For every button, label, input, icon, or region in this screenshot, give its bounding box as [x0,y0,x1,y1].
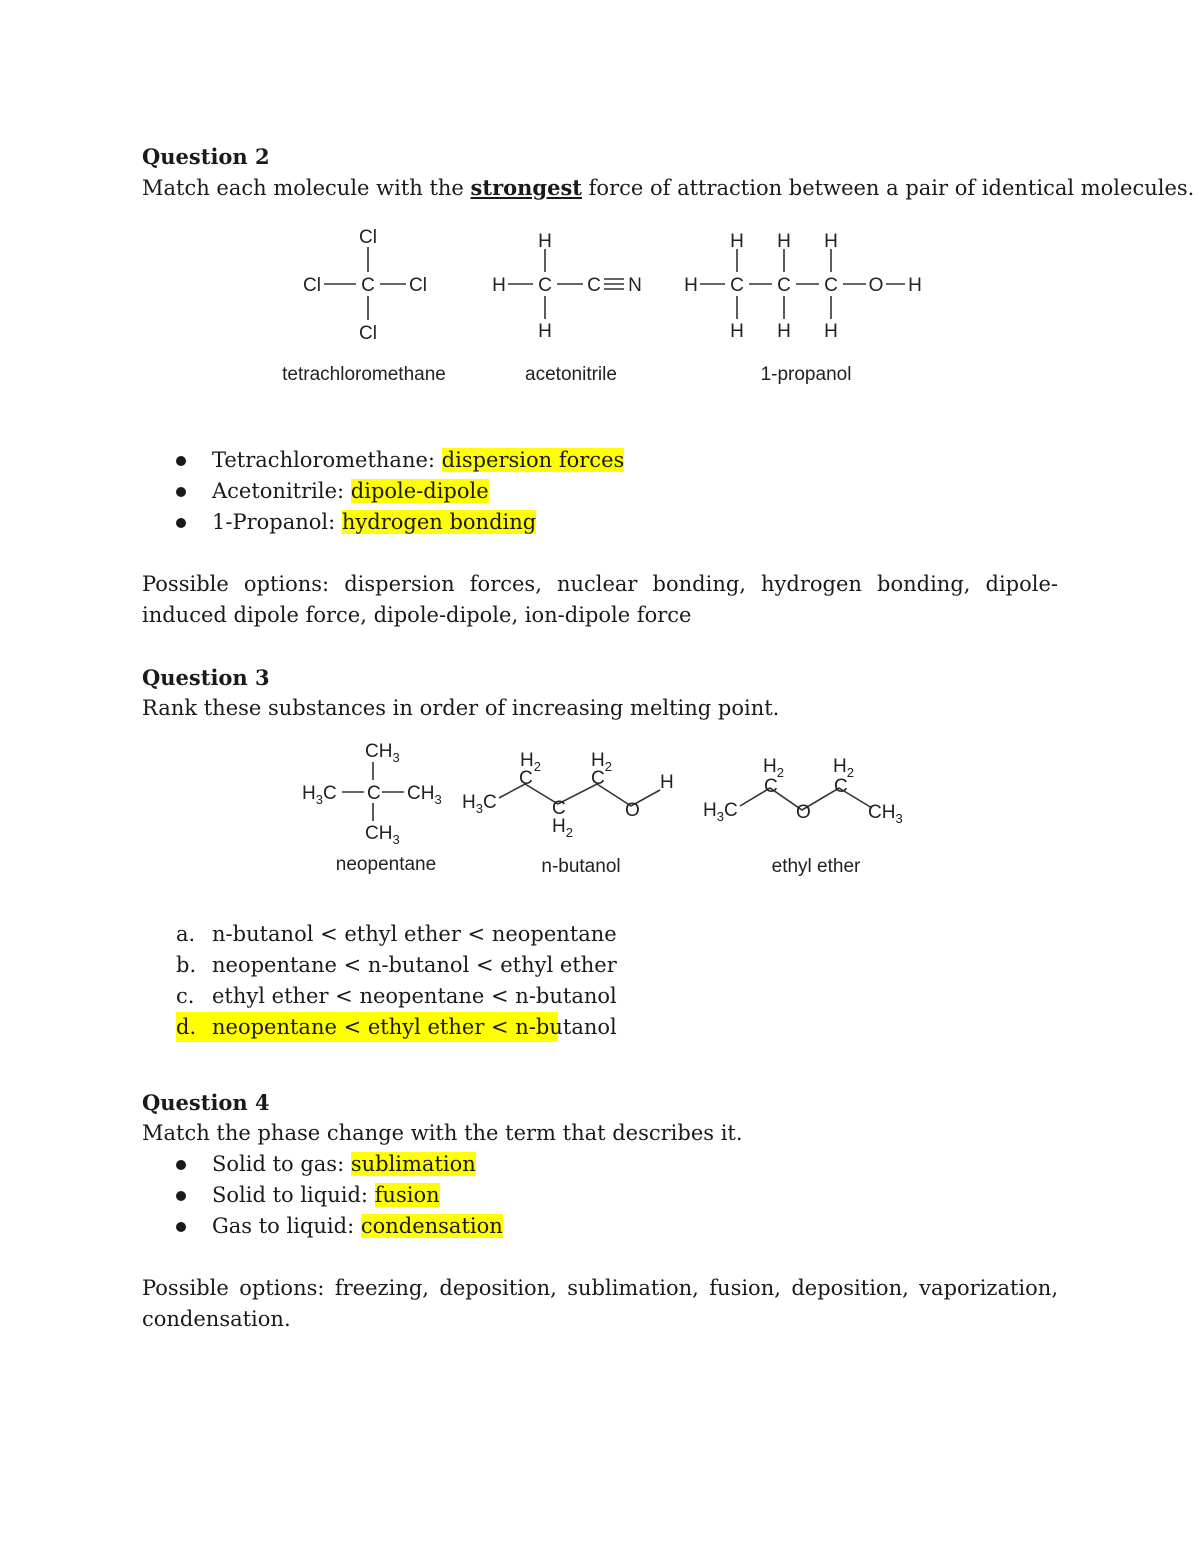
bullet-icon [176,1160,186,1170]
q3-structures [302,736,908,882]
question-2-heading: Question 2 [142,144,270,169]
q2-possible-options: Possible options: dispersion forces, nuclear bonding, hydrogen bonding, dipole-induced dipole force, dipole-dipole, ion-dipole force [142,572,1058,627]
item-label: Acetonitrile: [212,479,351,503]
bullet-icon [176,1222,186,1232]
choice-marker: b. [176,953,197,977]
svg-text:H2: $H_2$ [520,750,541,774]
svg-text:H3C: $H_3C$ [462,792,497,816]
item-label: 1-Propanol: [212,510,342,534]
svg-text:H2: $H_2$ [552,816,573,840]
svg-text:C: C [367,783,381,804]
svg-text:H: H [777,321,791,342]
svg-text:H: H [684,275,698,296]
answer-highlight: sublimation [350,1152,476,1176]
svg-text:H: H [777,231,791,252]
svg-text:H3C: $H_3C$ [703,800,738,824]
question-2-prompt [142,172,1194,204]
svg-text:C: C [552,798,566,819]
item-label: Gas to liquid: [212,1214,361,1238]
bullet-icon [176,1191,186,1201]
svg-text:H: H [660,772,674,793]
answer-highlight: hydrogen bonding [341,510,537,534]
svg-text:H: H [730,231,744,252]
molecule-label: neopentane [335,854,437,875]
choice-text: neopentane < ethyl ether < n-butanol [212,1015,617,1039]
svg-text:O: O [796,802,811,823]
answer-highlight: dipole-dipole [350,479,489,503]
question-4-prompt: Match the phase change with the term that describes it. [142,1121,743,1145]
svg-text:C: C [764,776,778,797]
bullet-icon [176,456,186,466]
molecule-label: tetrachloromethane [282,364,446,385]
svg-text:O: O [868,275,884,296]
molecule-label: acetonitrile [525,364,617,385]
svg-text:H2: $H_2$ [833,756,854,780]
svg-text:N: N [628,275,642,296]
bullet-icon [176,487,186,497]
svg-text:CH3: $CH_3$ [365,823,400,847]
atoms [302,741,903,847]
prompt-emphasis: strongest [470,175,582,200]
q3-molecules-figure [302,736,908,882]
svg-text:C: C [777,275,791,296]
prompt-text: force of attraction between a pair of identical molecules. [581,176,1195,200]
item-label: Solid to liquid: [212,1183,375,1207]
svg-text:H: H [538,321,552,342]
choice-marker: d. [176,1015,197,1039]
answer-highlight: dispersion forces [441,448,625,472]
svg-text:H: H [492,275,506,296]
item-label: Solid to gas: [212,1152,351,1176]
answer-highlight: condensation [360,1214,503,1238]
atoms [303,227,922,344]
svg-text:Cl: Cl [359,227,377,248]
svg-text:CH3: $CH_3$ [365,741,400,765]
svg-text:C: C [538,275,552,296]
question-3-prompt: Rank these substances in order of increasing melting point. [142,696,780,720]
choice-text: neopentane < n-butanol < ethyl ether [212,953,617,977]
choice-text: n-butanol < ethyl ether < neopentane [212,922,617,946]
choice-marker: a. [176,922,196,946]
svg-text:Cl: Cl [303,275,321,296]
q2-molecules-figure [268,220,930,388]
molecule-label: ethyl ether [771,856,861,877]
molecule-label: n-butanol [541,856,621,877]
choice-marker: c. [176,984,195,1008]
svg-text:H3C: $H_3C$ [302,783,337,807]
svg-text:C: C [587,275,601,296]
svg-text:Cl: Cl [409,275,427,296]
svg-text:Cl: Cl [359,323,377,344]
bullet-icon [176,518,186,528]
svg-text:C: C [834,776,848,797]
svg-text:H: H [824,321,838,342]
q2-structures [268,220,930,388]
svg-text:C: C [824,275,838,296]
molecule-label: 1-propanol [760,364,852,385]
item-label: Tetrachloromethane: [212,448,442,472]
prompt-text: Match each molecule with the [142,176,471,200]
svg-text:H2: $H_2$ [591,750,612,774]
choice-text: ethyl ether < neopentane < n-butanol [212,984,617,1008]
answer-highlight: fusion [374,1183,440,1207]
question-4-heading: Question 4 [142,1090,270,1115]
svg-text:H: H [908,275,922,296]
svg-text:H: H [730,321,744,342]
svg-text:CH3: $CH_3$ [407,783,442,807]
question-3-heading: Question 3 [142,665,270,690]
svg-text:C: C [519,768,533,789]
q4-possible-options: Possible options: freezing, deposition, sublimation, fusion, deposition, vaporization, condensation. [142,1276,1058,1331]
svg-text:H: H [824,231,838,252]
svg-text:C: C [361,275,375,296]
svg-text:H2: $H_2$ [763,756,784,780]
svg-text:H: H [538,231,552,252]
svg-text:C: C [591,768,605,789]
svg-text:C: C [730,275,744,296]
svg-text:O: O [625,800,640,821]
svg-text:CH3: $CH_3$ [868,802,903,826]
